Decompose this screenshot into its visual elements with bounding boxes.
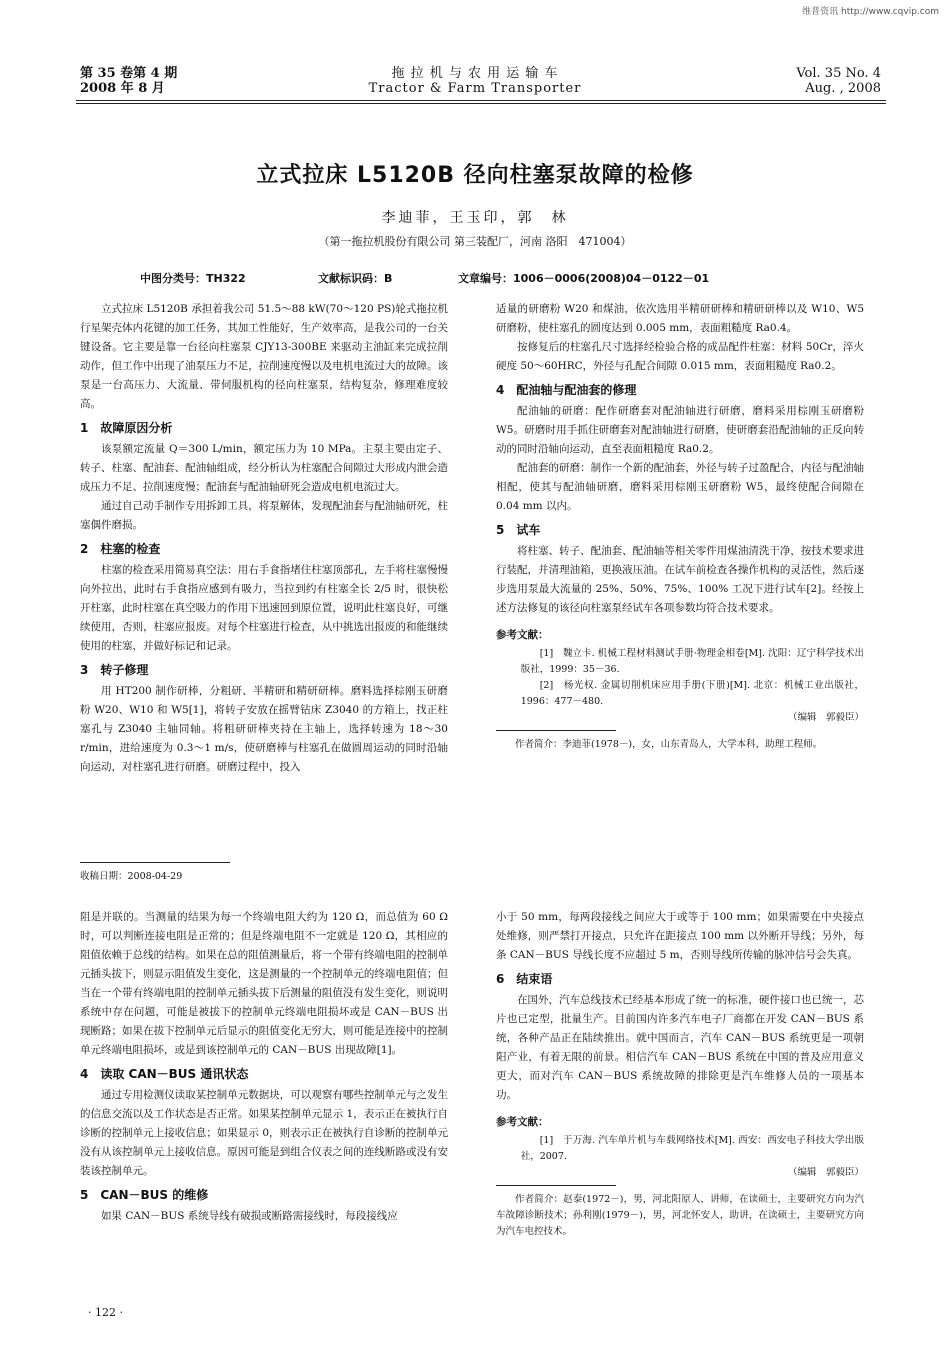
received-date: 收稿日期：2008-04-29 [80,871,183,882]
clc-number: 中图分类号：TH322 [140,272,246,285]
document-code: 文献标识码：B [318,272,393,285]
lower-section-4-paragraph: 通过专用检测仪读取某控制单元数据块，可以观察有哪些控制单元与之发生的信息交流以及工作状态是否正常。如果某控制单元显示 1，表示正在被执行自诊断的控制单元上接收信息；如果显示 0，则表示正在被执行自诊断的控制单元没有从该控制单元上接收信息。原因可能是到组合仪表之间的连线断路或没有安装该控制单元。 [80,1089,448,1177]
journal-volume [80,66,177,96]
paper-title: 立式拉床 L5120B 径向柱塞泵故障的检修 [256,163,694,188]
journal-volume-en [796,66,881,96]
section-2-heading: 2 柱塞的检查 [80,542,161,556]
journal-title-en: Tractor & Farm Transporter [368,81,582,96]
lower-author-bio: 作者简介：赵泰(1972－)，男，河北阳原人，讲师，在读硕士，主要研究方向为汽车故障诊断技术；孙利刚(1979－)，男，河北怀安人，助讲，在读硕士，主要研究方向为汽车电控技术。 [496,1194,864,1237]
section-3-heading: 3 转子修理 [80,663,149,677]
author-bio: 作者简介：李迪菲(1978－)，女，山东青岛人，大学本科，助理工程师。 [515,739,823,750]
section-3-paragraph: 用 HT200 制作研棒，分粗研、半精研和精研研棒。磨料选择棕刚玉研磨粉 W20、W10 和 W5[1]，将转子安放在摇臂钻床 Z3040 的方箱上，找正柱塞孔与 Z3040 主轴同轴。将粗研研棒夹持在主轴上，选择转速为 18～30 r/min，进给速度为 0.3～1 m/s，使研磨棒与柱塞孔在做圆周运动的同时沿轴向运动，对柱塞孔进行研磨。研磨过程中，投入 [80,685,448,773]
volume-issue: 第 35 卷第 4 期 [80,66,178,81]
continued-paragraph-lower-right: 小于 50 mm，每两段接线之间应大于或等于 100 mm；如果需要在中央接点处维修，则严禁打开接点，只允许在距接点 100 mm 以外断开导线；另外，每条 CAN－BUS 导线长度不应超过 5 m，否则导线所传输的脉冲信号会失真。 [496,911,864,961]
section-2-paragraph: 柱塞的检查采用简易真空法：用右手食指堵住柱塞顶部孔，左手将柱塞慢慢向外拉出，此时右手食指应感到有吸力，当拉到约有柱塞全长 2/5 时，很快松开柱塞，此时柱塞在真空吸力的作用下迅速回到原位置，说明此柱塞良好，可继续使用，否则，柱塞应报废。对每个柱塞进行检查，从中挑选出报废的和能继续使用的柱塞，并做好标记和记录。 [80,564,448,652]
plunger-spec-paragraph: 按修复后的柱塞孔尺寸选择经检验合格的成品配件柱塞：材料 50Cr，淬火硬度 50～60HRC，外径与孔配合间隙 0.015 mm，表面粗糙度 Ra0.2。 [496,341,864,372]
intro-paragraph: 立式拉床 L5120B 承担着我公司 51.5～88 kW(70～120 PS)轮式拖拉机行星架壳体内花键的加工任务，其加工性能好，生产效率高，是我公司的一台关键设备。它主要是靠一台径向柱塞泵 CJY13-300BE 来驱动主油缸来完成拉削动作，但工作中出现了油泵压力不足，拉削速度慢以及电机电流过大的故障。该泵是一台高压力、大流量、带伺服机构的径向柱塞泵，结构复杂，修理难度较高。 [80,303,448,410]
lower-section-5-paragraph: 如果 CAN－BUS 系统导线有破损或断路需接线时，每段接线应 [101,1210,398,1222]
lower-editor-note: （编辑 郭毅臣） [787,1167,864,1178]
footnote-rule [80,862,230,863]
lower-section-5-heading: 5 CAN－BUS 的维修 [80,1188,209,1202]
header-rule [76,100,886,101]
article-number: 文章编号：1006－0006(2008)04－0122－01 [458,272,710,285]
section-5-paragraph: 将柱塞、转子、配油套、配油轴等相关零件用煤油清洗干净，按技术要求进行装配，并清理油箱，更换液压油。在试车前检查各操作机构的灵活性，然后逐步选用泵最大流量的 25%、50%、75%、100% 工况下进行试车[2]。经按上述方法修复的该径向柱塞泵经试车各项参数均符合技术要求。 [496,545,864,614]
section-5-heading: 5 试车 [496,523,541,537]
right-column [496,300,864,753]
continued-paragraph-lower: 阻是并联的。当测量的结果为每一个终端电阻大约为 120 Ω，而总值为 60 Ω 时，可以判断连接电阻是正常的；但是终端电阻不一定就是 120 Ω，其相应的阻值依赖于总线的结构。如果在总的阻值测量后，将一个带有终端电阻的控制单元插头拔下，则显示阻值发生变化，这是测量的一个控制单元的终端电阻值；但当在一个带有终端电阻的控制单元插头拔下后测量的阻值没有发生变化，则说明系统中存在问题，可能是被拔下的控制单元终端电阻损坏或是 CAN－BUS 出现断路；如果在拔下控制单元后显示的阻值变化无穷大，则可能是连接中的控制单元终端电阻损坏，或是到该控制单元的 CAN－BUS 出现故障[1]。 [80,911,448,1056]
header-rule-2 [76,103,886,104]
volume-issue-en: Vol. 35 No. 4 [796,66,881,81]
reference-item: [1] 魏立卡. 机械工程材料测试手册·物理金相卷[M]. 沈阳：辽宁科学技术出版社，1999：35－36. [520,648,864,675]
section-4-paragraph-1: 配油轴的研磨：配作研磨套对配油轴进行研磨，磨料采用棕刚玉研磨粉 W5。研磨时用手抓住研磨套对配油轴进行研磨，使研磨套沿配油轴的正反向转动的同时沿轴向运动，直至表面粗糙度 Ra0.2。 [496,405,864,455]
reference-item: [1] 于万海. 汽车单片机与车载网络技术[M]. 西安：西安电子科技大学出版社，2007. [520,1135,864,1162]
reference-item: [2] 杨光权. 金属切削机床应用手册(下册)[M]. 北京：机械工业出版社，1996：477－480. [520,680,864,707]
journal-title-cn: 拖 拉 机 与 农 用 运 输 车 [391,66,559,81]
lower-references-heading: 参考文献： [496,1116,549,1128]
journal-title [340,66,610,96]
section-1-heading: 1 故障原因分析 [80,421,173,435]
lower-section-6-heading: 6 结束语 [496,972,553,986]
section-4-paragraph-2: 配油套的研磨：制作一个新的配油套，外径与转子过盈配合，内径与配油轴相配，使其与配油轴研磨，磨料采用棕刚玉研磨粉 W5，最终使配合间隙在 0.04 mm 以内。 [496,462,864,512]
lower-bio-rule [496,1185,616,1186]
references-heading: 参考文献： [496,629,549,641]
issue-date-en: Aug. , 2008 [805,81,881,96]
issue-date: 2008 年 8 月 [80,81,165,96]
authors: 李迪菲，王玉印，郭 林 [381,210,569,226]
section-4-heading: 4 配油轴与配油套的修理 [496,383,637,397]
continued-paragraph: 适量的研磨粉 W20 和煤油，依次选用半精研研棒和精研研棒以及 W10、W5 研磨粉，使柱塞孔的圆度达到 0.005 mm，表面粗糙度 Ra0.4。 [496,303,864,334]
left-column [80,300,448,777]
watermark: 维普资讯 http://www.cqvip.com [802,7,939,17]
editor-note: （编辑 郭毅臣） [787,712,864,723]
lower-right-column [496,908,864,1240]
lower-section-6-paragraph: 在国外，汽车总线技术已经基本形成了统一的标准，硬件接口也已统一，芯片也已定型，批量生产。目前国内许多汽车电子厂商都在开发 CAN－BUS 系统，各种产品正在陆续推出。就中国而言，汽车 CAN－BUS 系统更是一项朝阳产业，有着无限的前景。相信汽车 CAN－BUS 系统在中国的普及应用意义更大，而对汽车 CAN－BUS 系统故障的排除更是汽车维修人员的一项基本功。 [496,994,864,1101]
bio-rule [496,730,616,731]
affiliation: （第一拖拉机股份有限公司 第三装配厂，河南 洛阳 471004） [318,235,632,248]
section-1-paragraph-2: 通过自己动手制作专用拆卸工具，将泵解体，发现配油套与配油轴研死，柱塞偶件磨损。 [80,500,448,531]
lower-left-column [80,908,448,1226]
section-1-paragraph-1: 该泵额定流量 Q＝300 L/min，额定压力为 10 MPa。主泵主要由定子、转子、柱塞、配油套、配油轴组成，经分析认为柱塞配合间隙过大形成内泄会造成压力不足、拉削速度慢；配油套与配油轴研死会造成电机电流过大。 [80,443,448,493]
lower-section-4-heading: 4 读取 CAN－BUS 通讯状态 [80,1067,249,1081]
page-number: · 122 · [88,1306,123,1319]
